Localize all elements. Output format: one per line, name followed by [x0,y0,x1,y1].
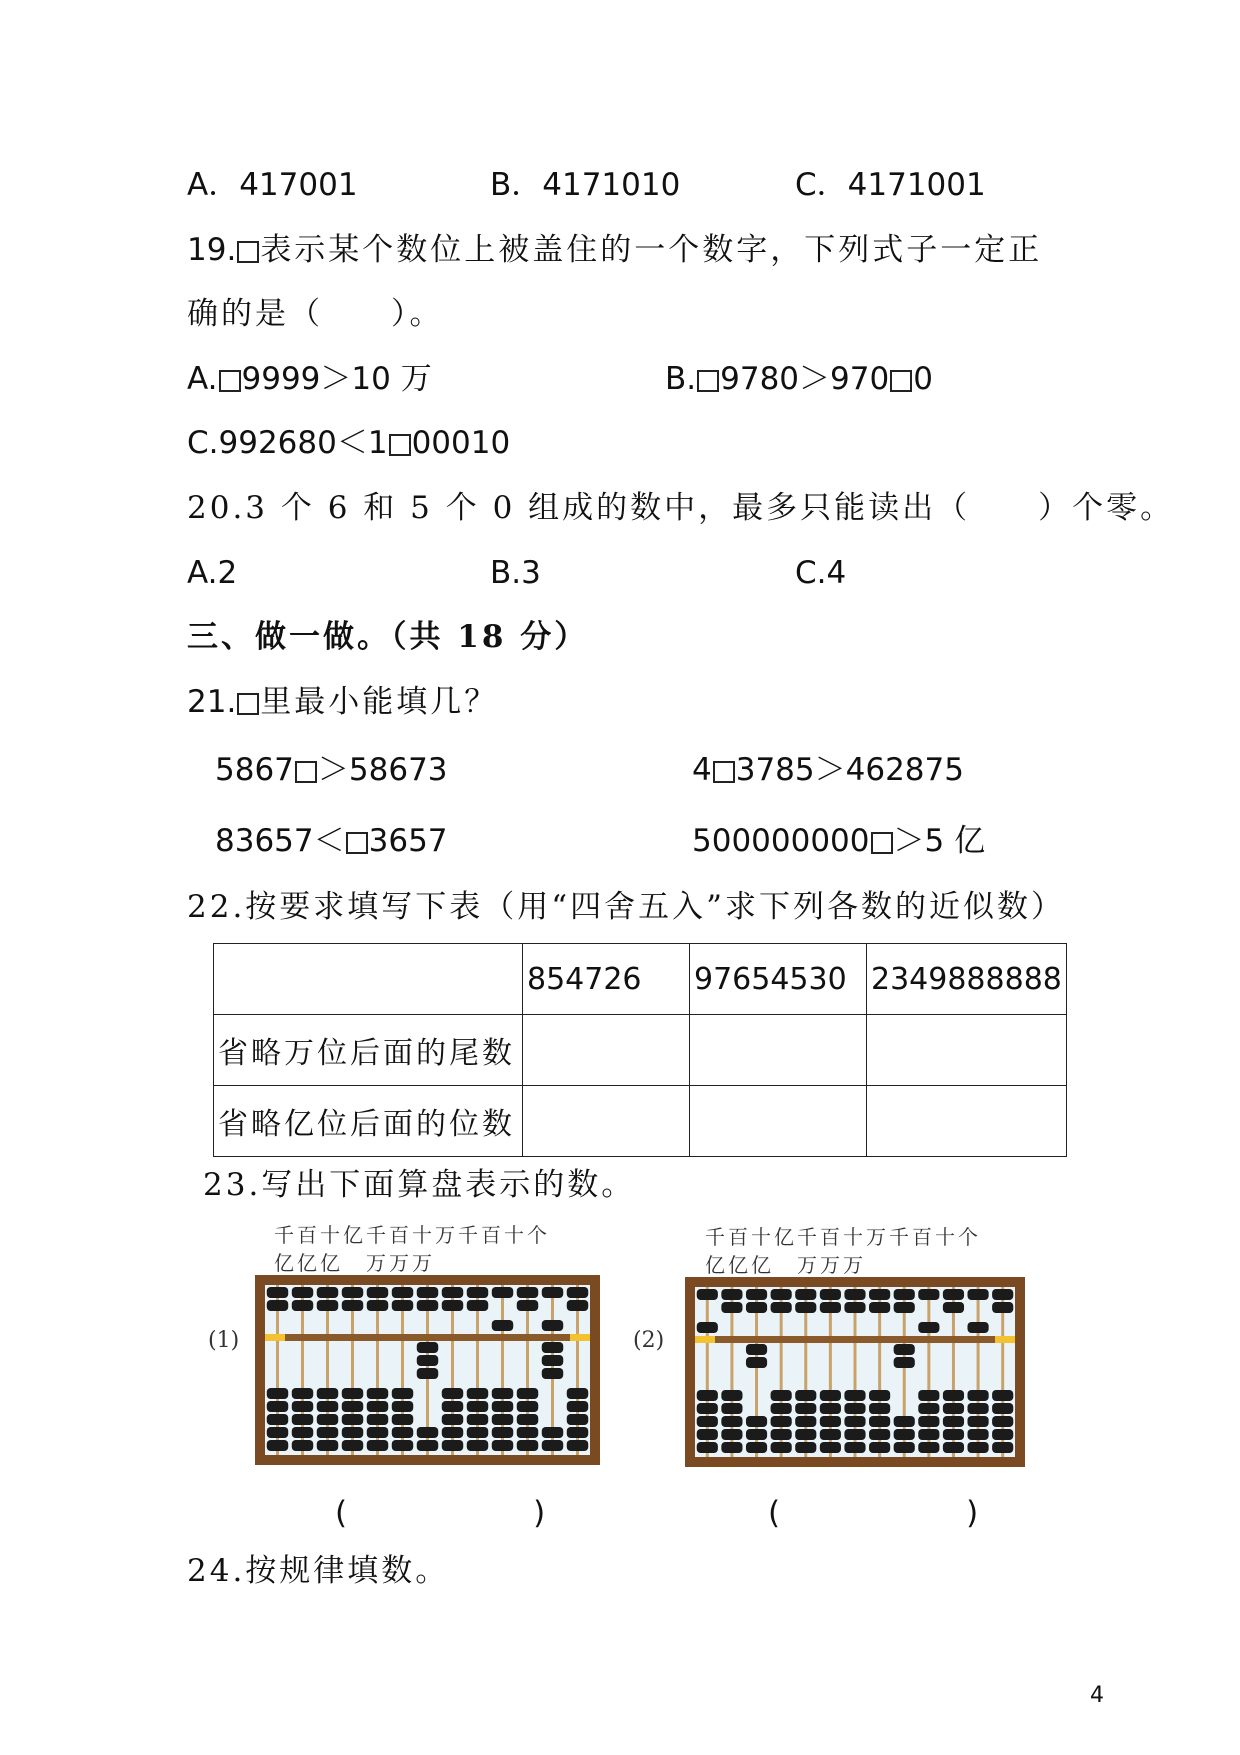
abacus-lower-bead [442,1440,464,1451]
table-header-cell [214,944,523,1015]
abacus-lower-bead [820,1403,841,1414]
abacus-lower-bead [467,1440,489,1451]
abacus-lower-bead [721,1416,742,1427]
abacus-lower-bead [820,1442,841,1453]
abacus-lower-bead [918,1416,939,1427]
q24-prompt: 24.按规律填数。 [187,1553,450,1589]
abacus-upper-bead [492,1320,514,1331]
abacus-upper-bead [367,1287,389,1298]
q21-expr-2: 4 3785＞462875 [692,752,964,788]
abacus-upper-bead [392,1300,414,1311]
table-header-cell: 97654530 [690,944,867,1015]
abacus-lower-bead [992,1403,1013,1414]
abacus-1 [255,1275,600,1465]
table-header-row [214,944,1067,1015]
abacus-lower-bead [342,1414,364,1425]
page-number: 4 [1090,1683,1104,1708]
abacus-lower-bead [517,1401,539,1412]
abacus-lower-bead [492,1414,514,1425]
abacus-lower-bead [869,1416,890,1427]
abacus-lower-bead [542,1440,564,1451]
abacus-lower-bead [943,1416,964,1427]
abacus-upper-bead [746,1289,767,1300]
blank-box [346,832,368,854]
abacus-lower-bead [342,1401,364,1412]
table-header-cell: 854726 [523,944,690,1015]
abacus-upper-bead [542,1287,564,1298]
abacus-lower-bead [267,1427,289,1438]
table-row-label: 省略亿位后面的位数 [214,1086,523,1157]
abacus-lower-bead [517,1414,539,1425]
answer-cell[interactable] [690,1086,867,1157]
abacus-upper-bead [795,1302,816,1313]
abacus-upper-bead [567,1300,589,1311]
abacus-upper-bead [317,1300,339,1311]
abacus-lower-bead [746,1344,767,1355]
abacus-lower-bead [442,1388,464,1399]
abacus-lower-bead [342,1427,364,1438]
abacus-upper-bead [517,1300,539,1311]
abacus-upper-bead [820,1302,841,1313]
abacus-lower-bead [894,1416,915,1427]
abacus-beam [265,1334,590,1341]
abacus-2-index: (2) [633,1328,665,1353]
abacus-upper-bead [721,1302,742,1313]
abacus-1-answer[interactable]: ( ) [335,1495,546,1531]
q19-prompt-line2: 确的是（ ）。 [187,296,444,332]
abacus-upper-bead [367,1300,389,1311]
abacus-lower-bead [317,1388,339,1399]
abacus-lower-bead [943,1429,964,1440]
q21-prompt: 21. 里最小能填几？ [187,684,499,720]
abacus-upper-bead [342,1300,364,1311]
abacus-lower-bead [697,1416,718,1427]
answer-cell[interactable] [867,1086,1067,1157]
abacus-1-index: (1) [208,1328,240,1353]
abacus-upper-bead [392,1287,414,1298]
rounding-table [213,943,1067,1157]
abacus-lower-bead [795,1429,816,1440]
abacus-upper-bead [795,1289,816,1300]
abacus-upper-bead [869,1302,890,1313]
abacus-lower-bead [567,1401,589,1412]
abacus-upper-bead [467,1287,489,1298]
abacus-lower-bead [292,1388,314,1399]
blank-box [890,370,912,392]
abacus-lower-bead [367,1388,389,1399]
abacus-upper-bead [697,1289,718,1300]
abacus-lower-bead [746,1357,767,1368]
abacus-lower-bead [492,1401,514,1412]
abacus-lower-bead [746,1429,767,1440]
abacus-lower-bead [467,1388,489,1399]
blank-box [219,370,241,392]
abacus-lower-bead [992,1442,1013,1453]
abacus-lower-bead [820,1429,841,1440]
abacus-lower-bead [697,1403,718,1414]
abacus-lower-bead [844,1390,865,1401]
q23-prompt: 23.写出下面算盘表示的数。 [203,1167,636,1203]
abacus-lower-bead [992,1416,1013,1427]
abacus-lower-bead [967,1403,988,1414]
q21-expr-3: 83657＜ 3657 [215,823,448,859]
abacus-lower-bead [442,1427,464,1438]
abacus-lower-bead [943,1442,964,1453]
abacus-lower-bead [367,1427,389,1438]
abacus-lower-bead [542,1368,564,1379]
abacus-lower-bead [417,1440,439,1451]
abacus-lower-bead [317,1440,339,1451]
abacus-lower-bead [567,1414,589,1425]
abacus-lower-bead [795,1442,816,1453]
table-row [214,1015,1067,1086]
abacus-beam-end [695,1336,715,1343]
table-row-label: 省略万位后面的尾数 [214,1015,523,1086]
abacus-lower-bead [517,1427,539,1438]
blank-box [295,761,317,783]
abacus-upper-bead [844,1302,865,1313]
abacus-lower-bead [267,1440,289,1451]
abacus-lower-bead [771,1416,792,1427]
abacus-1-place-labels-top: 千百十亿千百十万千百十个 [274,1223,550,1247]
abacus-upper-bead [567,1287,589,1298]
abacus-2-answer[interactable]: ( ) [768,1495,979,1531]
blank-box [871,832,893,854]
q18-option-a: A．417001 [187,167,358,203]
abacus-upper-bead [267,1300,289,1311]
abacus-lower-bead [292,1414,314,1425]
abacus-lower-bead [697,1429,718,1440]
abacus-upper-bead [869,1289,890,1300]
abacus-lower-bead [844,1442,865,1453]
abacus-2 [685,1277,1025,1467]
abacus-lower-bead [697,1442,718,1453]
q19-option-b: B. 9780＞970 0 [665,361,933,397]
abacus-upper-bead [442,1300,464,1311]
abacus-lower-bead [721,1390,742,1401]
abacus-lower-bead [392,1401,414,1412]
abacus-upper-bead [267,1287,289,1298]
abacus-lower-bead [795,1403,816,1414]
abacus-upper-bead [442,1287,464,1298]
abacus-upper-bead [417,1287,439,1298]
abacus-lower-bead [918,1390,939,1401]
abacus-lower-bead [292,1401,314,1412]
abacus-lower-bead [771,1403,792,1414]
abacus-lower-bead [795,1390,816,1401]
abacus-lower-bead [267,1414,289,1425]
abacus-upper-bead [771,1289,792,1300]
abacus-lower-bead [820,1416,841,1427]
abacus-lower-bead [417,1342,439,1353]
abacus-lower-bead [342,1388,364,1399]
abacus-lower-bead [292,1440,314,1451]
abacus-upper-bead [918,1289,939,1300]
abacus-beam-end [265,1334,285,1341]
abacus-upper-bead [292,1287,314,1298]
abacus-lower-bead [367,1401,389,1412]
abacus-lower-bead [771,1429,792,1440]
abacus-lower-bead [771,1442,792,1453]
abacus-lower-bead [869,1442,890,1453]
abacus-lower-bead [820,1390,841,1401]
abacus-lower-bead [417,1355,439,1366]
abacus-lower-bead [721,1442,742,1453]
abacus-lower-bead [292,1427,314,1438]
abacus-lower-bead [567,1427,589,1438]
abacus-lower-bead [567,1388,589,1399]
q18-option-b: B．4171010 [490,167,681,203]
abacus-upper-bead [918,1322,939,1333]
abacus-upper-bead [697,1322,718,1333]
abacus-lower-bead [317,1414,339,1425]
abacus-upper-bead [943,1289,964,1300]
abacus-lower-bead [894,1429,915,1440]
abacus-lower-bead [869,1390,890,1401]
abacus-upper-bead [342,1287,364,1298]
abacus-lower-bead [894,1442,915,1453]
blank-box [713,761,735,783]
abacus-lower-bead [492,1440,514,1451]
abacus-upper-bead [467,1300,489,1311]
q22-prompt: 22.按要求填写下表（用“四舍五入”求下列各数的近似数） [187,889,1065,925]
abacus-upper-bead [894,1289,915,1300]
abacus-lower-bead [967,1442,988,1453]
abacus-lower-bead [517,1440,539,1451]
abacus-lower-bead [367,1414,389,1425]
blank-box [237,693,259,715]
abacus-upper-bead [292,1300,314,1311]
blank-box [389,434,411,456]
abacus-lower-bead [967,1429,988,1440]
abacus-upper-bead [492,1287,514,1298]
abacus-1-place-labels-bottom: 亿亿亿 万万万 [274,1251,435,1275]
abacus-lower-bead [467,1401,489,1412]
abacus-2-place-labels-bottom: 亿亿亿 万万万 [705,1253,866,1277]
abacus-lower-bead [467,1414,489,1425]
blank-box [237,241,259,263]
abacus-upper-bead [967,1322,988,1333]
answer-cell[interactable] [523,1015,690,1086]
abacus-lower-bead [746,1416,767,1427]
abacus-upper-bead [844,1289,865,1300]
abacus-lower-bead [367,1440,389,1451]
abacus-upper-bead [894,1302,915,1313]
abacus-lower-bead [992,1390,1013,1401]
q20-prompt: 20.3 个 6 和 5 个 0 组成的数中，最多只能读出（ ）个零。 [187,490,1175,526]
abacus-lower-bead [795,1416,816,1427]
table-row [214,1086,1067,1157]
abacus-lower-bead [943,1390,964,1401]
abacus-upper-bead [967,1289,988,1300]
abacus-lower-bead [467,1427,489,1438]
abacus-lower-bead [392,1427,414,1438]
abacus-lower-bead [894,1357,915,1368]
abacus-lower-bead [771,1390,792,1401]
q19-prompt-line1: 19. 表示某个数位上被盖住的一个数字，下列式子一定正 [187,232,1043,268]
q18-option-c: C．4171001 [795,167,986,203]
abacus-lower-bead [967,1390,988,1401]
section-3-title: 三、做一做。（共 18 分） [187,619,589,655]
abacus-lower-bead [542,1427,564,1438]
abacus-lower-bead [492,1388,514,1399]
abacus-lower-bead [267,1401,289,1412]
abacus-upper-bead [746,1302,767,1313]
abacus-lower-bead [918,1442,939,1453]
abacus-lower-bead [844,1403,865,1414]
abacus-upper-bead [771,1302,792,1313]
abacus-upper-bead [317,1287,339,1298]
abacus-lower-bead [542,1355,564,1366]
abacus-lower-bead [869,1429,890,1440]
abacus-beam [695,1336,1015,1343]
abacus-lower-bead [392,1388,414,1399]
abacus-upper-bead [992,1289,1013,1300]
abacus-upper-bead [417,1300,439,1311]
abacus-lower-bead [894,1344,915,1355]
abacus-lower-bead [721,1403,742,1414]
abacus-lower-bead [392,1440,414,1451]
abacus-lower-bead [844,1416,865,1427]
abacus-lower-bead [317,1427,339,1438]
abacus-upper-bead [721,1289,742,1300]
abacus-lower-bead [517,1388,539,1399]
abacus-upper-bead [820,1289,841,1300]
blank-box [697,370,719,392]
abacus-lower-bead [542,1342,564,1353]
abacus-lower-bead [697,1390,718,1401]
q19-option-a: A. 9999＞10 万 [187,361,432,397]
table-header-cell: 2349888888 [867,944,1067,1015]
abacus-lower-bead [918,1429,939,1440]
abacus-lower-bead [342,1440,364,1451]
abacus-lower-bead [869,1403,890,1414]
answer-cell[interactable] [690,1015,867,1086]
abacus-lower-bead [844,1429,865,1440]
abacus-beam-end [995,1336,1015,1343]
q20-option-a: A.2 [187,555,238,591]
abacus-lower-bead [721,1429,742,1440]
q20-option-c: C.4 [795,555,847,591]
q21-expr-1: 5867 ＞58673 [215,752,448,788]
abacus-upper-bead [943,1302,964,1313]
abacus-lower-bead [442,1401,464,1412]
abacus-upper-bead [992,1302,1013,1313]
abacus-lower-bead [417,1427,439,1438]
abacus-lower-bead [442,1414,464,1425]
abacus-lower-bead [392,1414,414,1425]
answer-cell[interactable] [523,1086,690,1157]
abacus-lower-bead [267,1388,289,1399]
abacus-lower-bead [317,1401,339,1412]
abacus-lower-bead [567,1440,589,1451]
abacus-lower-bead [992,1429,1013,1440]
abacus-2-place-labels-top: 千百十亿千百十万千百十个 [705,1225,981,1249]
abacus-upper-bead [542,1320,564,1331]
q20-option-b: B.3 [490,555,541,591]
abacus-lower-bead [967,1416,988,1427]
abacus-lower-bead [746,1442,767,1453]
abacus-lower-bead [943,1403,964,1414]
abacus-lower-bead [492,1427,514,1438]
q21-expr-4: 500000000 ＞5 亿 [692,823,986,859]
answer-cell[interactable] [867,1015,1067,1086]
abacus-beam-end [570,1334,590,1341]
abacus-lower-bead [417,1368,439,1379]
abacus-lower-bead [918,1403,939,1414]
abacus-upper-bead [517,1287,539,1298]
q19-option-c: C.992680＜1 00010 [187,425,511,461]
